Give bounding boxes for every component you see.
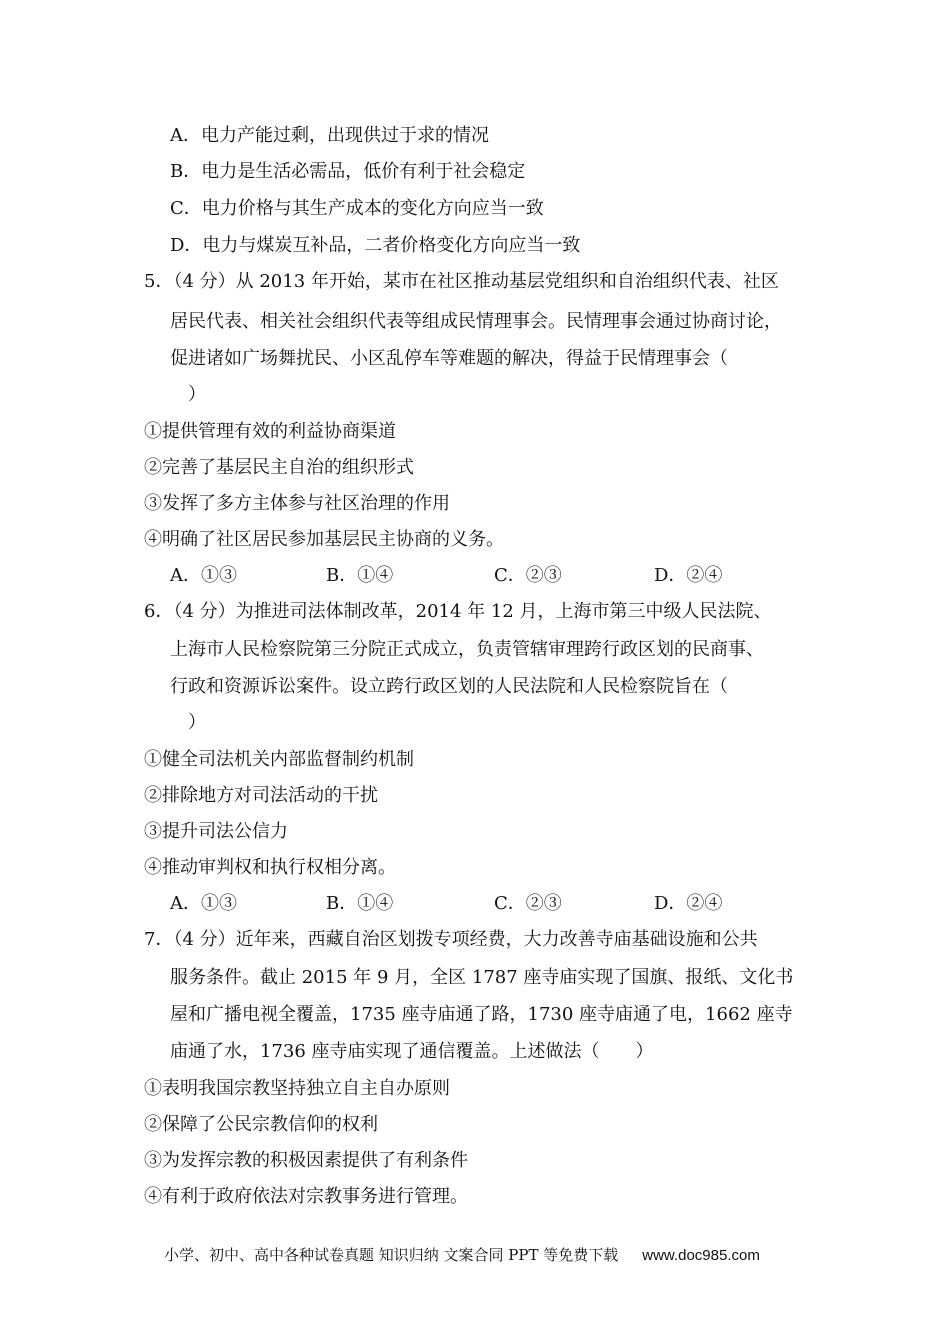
q7-stem-line1: 7．（4 分）近年来，西藏自治区划拨专项经费，大力改善寺庙基础设施和公共 [144, 929, 758, 950]
q4-option-a: A．电力产能过剩，出现供过于求的情况 [170, 125, 489, 146]
q7-item-4: ④有利于政府依法对宗教事务进行管理。 [144, 1186, 468, 1207]
q6-stem-line3: 行政和资源诉讼案件。设立跨行政区划的人民法院和人民检察院旨在（ [170, 676, 728, 697]
q4-option-b: B．电力是生活必需品，低价有利于社会稳定 [170, 161, 526, 182]
q6-stem-line4: ） [188, 712, 206, 733]
q6-item-4: ④推动审判权和执行权相分离。 [144, 857, 396, 878]
page-footer [164, 1244, 760, 1267]
q5-stem-line1: 5．（4 分）从 2013 年开始，某市在社区推动基层党组织和自治组织代表、社区 [144, 271, 779, 292]
q5-item-2: ②完善了基层民主自治的组织形式 [144, 457, 414, 478]
q5-choice-d: D．②④ [654, 565, 723, 586]
q7-stem-line2: 服务条件。截止 2015 年 9 月，全区 1787 座寺庙实现了国旗、报纸、文化书 [170, 967, 794, 988]
footer-url[interactable]: www.doc985.com [642, 1247, 760, 1264]
q7-item-2: ②保障了公民宗教信仰的权利 [144, 1114, 378, 1135]
q6-choice-a: A．①③ [170, 893, 237, 914]
q7-stem-line4: 庙通了水，1736 座寺庙实现了通信覆盖。上述做法（ ） [170, 1041, 654, 1062]
q4-option-c: C．电力价格与其生产成本的变化方向应当一致 [170, 198, 544, 219]
footer-text: 小学、初中、高中各种试卷真题 知识归纳 文案合同 PPT 等免费下载 [164, 1246, 619, 1264]
q4-option-d: D．电力与煤炭互补品，二者价格变化方向应当一致 [170, 235, 581, 256]
q6-choice-d: D．②④ [654, 893, 723, 914]
q7-stem-line3: 屋和广播电视全覆盖，1735 座寺庙通了路，1730 座寺庙通了电，1662 座寺 [170, 1004, 793, 1025]
q5-stem-line3: 促进诸如广场舞扰民、小区乱停车等难题的解决，得益于民情理事会（ [170, 348, 728, 369]
q6-stem-line1: 6．（4 分）为推进司法体制改革，2014 年 12 月，上海市第三中级人民法院、 [144, 601, 772, 622]
q5-choice-c: C．②③ [494, 565, 562, 586]
q5-item-1: ①提供管理有效的利益协商渠道 [144, 421, 396, 442]
q6-stem-line2: 上海市人民检察院第三分院正式成立，负责管辖审理跨行政区划的民商事、 [170, 639, 764, 660]
q6-item-2: ②排除地方对司法活动的干扰 [144, 785, 378, 806]
q6-item-3: ③提升司法公信力 [144, 821, 288, 842]
q5-item-4: ④明确了社区居民参加基层民主协商的义务。 [144, 529, 504, 550]
q5-stem-line4: ） [188, 384, 206, 405]
q7-item-1: ①表明我国宗教坚持独立自主自办原则 [144, 1078, 450, 1099]
q5-choice-b: B．①④ [326, 565, 394, 586]
q6-choice-c: C．②③ [494, 893, 562, 914]
q6-item-1: ①健全司法机关内部监督制约机制 [144, 749, 414, 770]
q6-choice-b: B．①④ [326, 893, 394, 914]
q5-stem-line2: 居民代表、相关社会组织代表等组成民情理事会。民情理事会通过协商讨论， [170, 311, 782, 332]
q7-item-3: ③为发挥宗教的积极因素提供了有利条件 [144, 1150, 468, 1171]
q5-item-3: ③发挥了多方主体参与社区治理的作用 [144, 493, 450, 514]
q5-choice-a: A．①③ [170, 565, 237, 586]
